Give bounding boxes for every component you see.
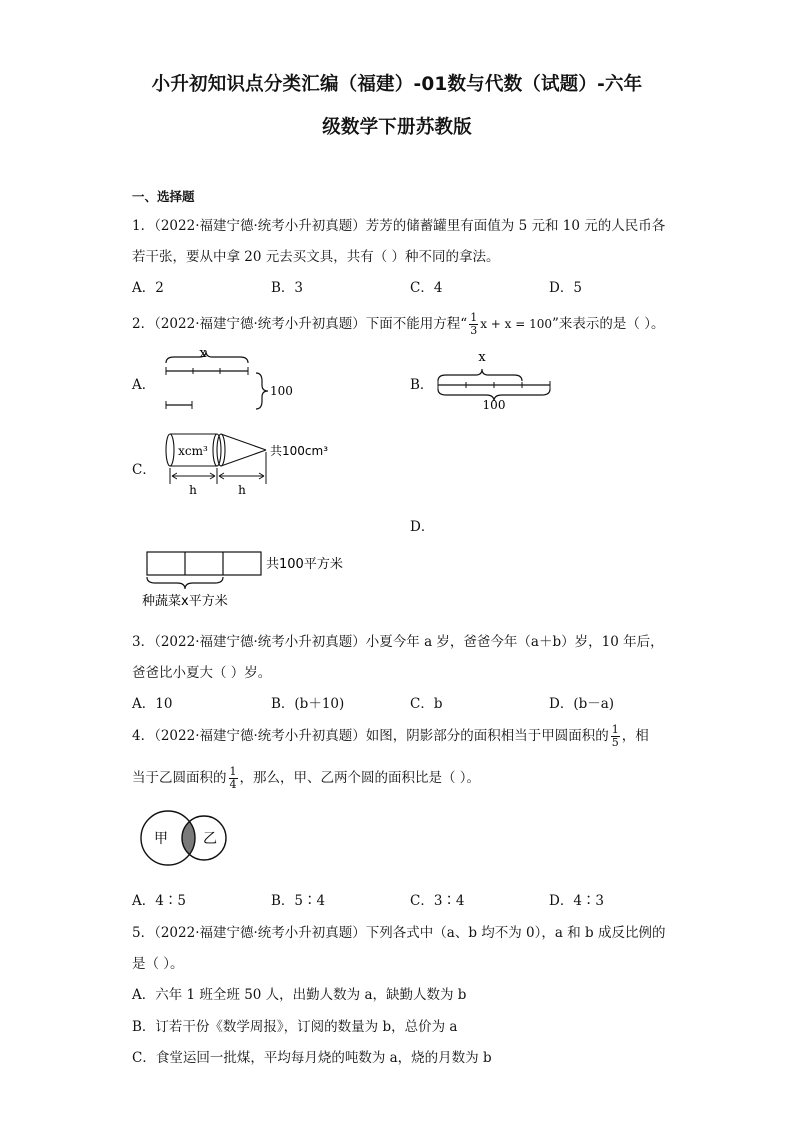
- q4-text-line-1: [132, 724, 649, 749]
- q4-option-b[interactable]: B．5∶4: [271, 893, 326, 909]
- q2-option-a-label[interactable]: A．: [132, 377, 156, 393]
- q4-option-a[interactable]: A．4∶5: [132, 893, 186, 909]
- q2-figure-c: [160, 428, 340, 500]
- q4-option-d[interactable]: D．4∶3: [549, 893, 605, 909]
- q4-fraction-1-denominator: 5: [611, 736, 619, 749]
- q2-text: [132, 312, 664, 337]
- q2-option-b-label[interactable]: B．: [410, 377, 434, 393]
- q2-fraction: [469, 312, 478, 337]
- q3-option-d[interactable]: D．(b－a): [549, 696, 615, 712]
- brace-x-b: [438, 369, 522, 381]
- q4-option-c[interactable]: C．3∶4: [410, 893, 465, 909]
- q4-circle-right-label: 乙: [203, 831, 217, 847]
- brace-x-a: [166, 351, 248, 363]
- q2-option-d-label[interactable]: D．: [410, 519, 435, 535]
- q2-equation: x + x = 100: [480, 317, 552, 331]
- q1-text-line-1: 1．（2022·福建宁德·统考小升初真题）芳芳的储蓄罐里有面值为 5 元和 10 元的人民币各: [132, 218, 666, 234]
- q4-venn-figure: [136, 808, 232, 872]
- q2-fig-d-total: 共100平方米: [266, 557, 343, 572]
- field-rectangle: [147, 552, 261, 575]
- q5-option-a[interactable]: A．六年 1 班全班 50 人，出勤人数为 a，缺勤人数为 b: [132, 987, 467, 1003]
- q5-text-line-1: 5．（2022·福建宁德·统考小升初真题）下列各式中（a、b 均不为 0），a 和 b 成反比例的: [132, 925, 666, 941]
- q5-text-line-2: 是（ ）。: [132, 956, 184, 972]
- q2-fig-c-h2: h: [238, 483, 246, 497]
- q3-text-line-1: 3．（2022·福建宁德·统考小升初真题）小夏今年 a 岁，爸爸今年（a＋b）岁，10 年后，: [132, 634, 664, 650]
- q1-option-c[interactable]: C．4: [410, 280, 443, 296]
- q4-mid: ，相: [621, 728, 649, 744]
- q2-fig-c-volume: xcm³: [178, 444, 208, 458]
- q4-circle-left-label: 甲: [154, 831, 168, 847]
- document-title-line-2: 级数学下册苏教版: [322, 117, 472, 138]
- q4-text-line-2: [132, 766, 480, 791]
- q3-option-a[interactable]: A．10: [132, 696, 173, 712]
- q2-fig-c-h1: h: [189, 483, 197, 497]
- q3-option-b[interactable]: B．(b＋10): [271, 696, 345, 712]
- q4-fraction-2-denominator: 4: [229, 778, 237, 791]
- q2-fig-a-total: 100: [270, 384, 293, 398]
- q2-fraction-numerator: 1: [470, 311, 478, 324]
- q2-prefix: 2．（2022·福建宁德·统考小升初真题）下面不能用方程“: [132, 316, 468, 332]
- q2-figure-b: [432, 347, 562, 413]
- document-title-line-1: 小升初知识点分类汇编（福建）-01数与代数（试题）-六年: [151, 74, 643, 95]
- q2-fraction-denominator: 3: [470, 324, 478, 337]
- q2-suffix: ”来表示的是（ ）。: [552, 316, 665, 332]
- cylinder-left-face: [166, 434, 174, 466]
- q4-line2-prefix: 当于乙圆面积的: [132, 770, 227, 786]
- q4-fraction-1: [611, 724, 620, 749]
- q2-fig-d-part: 种蔬菜x平方米: [142, 594, 228, 609]
- q2-fig-c-total: 共100cm³: [270, 444, 329, 458]
- q5-option-b[interactable]: B．订若干份《数学周报》，订阅的数量为 b，总价为 a: [132, 1019, 458, 1035]
- q1-option-b[interactable]: B．3: [271, 280, 304, 296]
- q4-prefix: 4．（2022·福建宁德·统考小升初真题）如图，阴影部分的面积相当于甲圆面积的: [132, 728, 609, 744]
- q1-text-line-2: 若干张，要从中拿 20 元去买文具，共有（ ）种不同的拿法。: [132, 249, 500, 265]
- q1-option-d[interactable]: D．5: [549, 280, 582, 296]
- brace-part-d: [147, 577, 223, 589]
- section-heading: 一、选择题: [132, 189, 195, 204]
- q2-figure-d: [140, 546, 370, 612]
- q2-fig-a-x: x: [199, 347, 207, 361]
- q2-fig-b-total: 100: [482, 398, 506, 412]
- q4-line2-suffix: ，那么，甲、乙两个圆的面积比是（ ）。: [239, 770, 481, 786]
- q2-fig-b-x: x: [478, 350, 486, 365]
- q2-figure-a: [160, 347, 300, 413]
- q1-option-a[interactable]: A．2: [132, 280, 164, 296]
- brace-total-a: [256, 373, 268, 409]
- q4-fraction-1-numerator: 1: [611, 723, 619, 736]
- q2-option-c-label[interactable]: C．: [132, 462, 156, 478]
- q4-fraction-2-numerator: 1: [229, 765, 237, 778]
- q3-option-c[interactable]: C．b: [410, 696, 443, 712]
- q4-fraction-2: [229, 766, 238, 791]
- q5-option-c[interactable]: C．食堂运回一批煤，平均每月烧的吨数为 a，烧的月数为 b: [132, 1050, 492, 1066]
- q3-text-line-2: 爸爸比小夏大（ ）岁。: [132, 665, 272, 681]
